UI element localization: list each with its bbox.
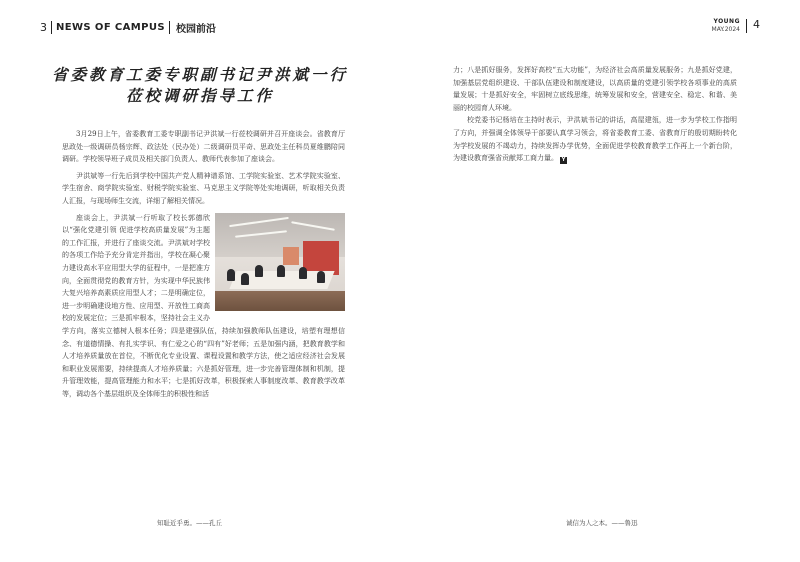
title-line-1: 省委教育工委专职副书记尹洪斌一行 (51, 65, 348, 84)
left-footer-quote: 知耻近乎勇。——孔丘 (157, 519, 222, 527)
main-paragraph-block (62, 212, 345, 401)
attendee (227, 269, 235, 281)
left-header (40, 20, 216, 34)
header-divider (169, 21, 170, 34)
page-number-right: 4 (753, 18, 760, 31)
right-footer-quote: 诚信为人之本。——鲁迅 (566, 519, 638, 527)
header-divider (51, 21, 52, 34)
paragraph-3: 座谈会上，尹洪斌一行听取了校长郭德欣以“强化党建引领 促进学校高质量发展”为主题的工作汇报，并进行了座谈交流。尹洪斌对学校的各项工作给予充分肯定并指出，学校在凝心聚力建设高水平应用型大学的征程中，一是把准方向，全面贯彻党的教育方针，为实现中华民族伟大复兴培养高素质应用型人才；二是明确定位，进一步明确建设地方性、应用型、开放性工商高校的发展定位；三是抓牢根本，坚持社会主义办学方向，落实立德树人根本任务；四是建强队伍，持续加强教师队伍建设，培塑有理想信念、有道德情操、有扎实学识、有仁爱之心的“四有”好老师；五是加强内涵，把教育教学和人才培养质量放在首位，不断优化专业设置、课程设置和教学方法，使之适应经济社会发展和职业发展需要，持续提高人才培养质量；六是抓好管理，进一步完善管理体制和机制，提升管理效能，提高管理能力和水平；七是抓好改革，积极探索人事制度改革、教育教学改革等，调动各个基层组织及全体师生的积极性和活 (62, 213, 345, 398)
right-column (453, 64, 737, 165)
end-mark-icon: Y (561, 157, 566, 164)
brand-name: YOUNG (713, 18, 740, 25)
header-divider (746, 19, 747, 33)
magazine-brand (712, 18, 740, 34)
intro-paragraphs (62, 128, 345, 208)
title-line-2: 莅校调研指导工作 (125, 86, 274, 105)
page-number-left: 3 (40, 20, 47, 34)
photo-floor (215, 291, 345, 311)
section-title-zh: 校园前沿 (176, 23, 217, 35)
continued-paragraph: 力；八是抓好服务，发挥好高校“五大功能”，为经济社会高质量发展服务；九是抓好党建，加强基层党组织建设、干部队伍建设和制度建设，以高质量的党建引领学校各项事业的高质量发展；十是抓好安全，牢固树立底线思维，统筹发展和安全，营建安全、稳定、和谐、美丽的校园育人环境。 (453, 66, 737, 112)
closing-text: 校党委书记杨培在主持时表示，尹洪斌书记的讲话，高屋建瓴，进一步为学校工作指明了方向，并强调全体领导干部要认真学习领会，将省委教育工委、省教育厅的殷切期盼转化为学校发展的不竭动力，持续发挥办学优势，全面促进学校教育教学工作再上一个新台阶，为建设教育强省贡献郑工商力量。 (453, 116, 737, 163)
attendee (255, 265, 263, 277)
issue-date: MAY.2024 (711, 26, 740, 33)
attendee (299, 267, 307, 279)
meeting-photo (215, 213, 345, 311)
attendee (241, 273, 249, 285)
left-column (62, 128, 345, 400)
wall-banner (303, 241, 339, 275)
section-title-en: NEWS OF CAMPUS (56, 21, 166, 33)
attendee (317, 271, 325, 283)
right-header (712, 18, 760, 34)
attendee (277, 265, 285, 277)
wall-display (283, 247, 299, 265)
article-title (40, 64, 360, 106)
paragraph-1: 3月29日上午，省委教育工委专职副书记尹洪斌一行莅校调研并召开座谈会。省教育厅思政处一级调研员杨宗辉、政法处（民办处）二级调研员平奇、思政处主任科员夏维鹏陪同调研。学校领导班子成员及相关部门负责人、教师代表参加了座谈会。 (62, 130, 345, 164)
closing-paragraph (453, 114, 737, 164)
paragraph-2: 尹洪斌等一行先后到学校中国共产党人精神谱系馆、工学院实验室、艺术学院实验室、学生宿舍、商学院实验室、财税学院实验室、马克思主义学院等处实地调研，听取相关负责人汇报，与现场师生交流，详细了解相关情况。 (62, 171, 345, 205)
